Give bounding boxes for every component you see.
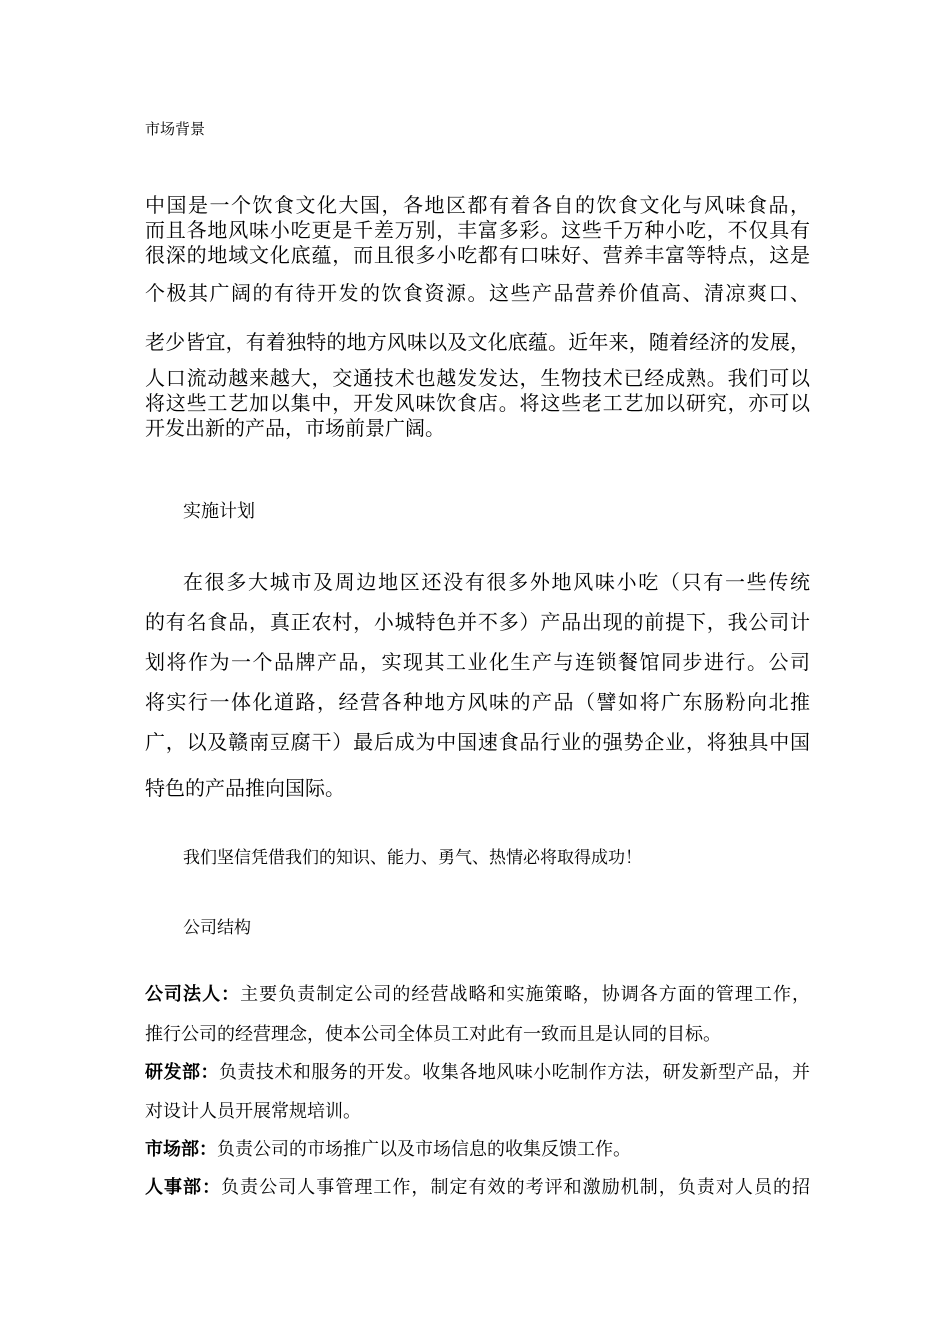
heading-company-structure: 公司结构	[183, 918, 251, 938]
role-description: 负责公司的市场推广以及市场信息的收集反馈工作。	[217, 1139, 631, 1160]
role-label: 研发部：	[145, 1062, 219, 1083]
role-label: 公司法人：	[145, 984, 241, 1005]
role-label: 人事部：	[145, 1177, 222, 1198]
role-description: 主要负责制定公司的经营战略和实施策略，协调各方面的管理工作，	[240, 984, 811, 1005]
paragraph-line: 个极其广阔的有待开发的饮食资源。这些产品营养价值高、清凉爽口、	[145, 281, 810, 305]
paragraph-line	[145, 1061, 810, 1085]
paragraph-line: 开发出新的产品，市场前景广阔。	[145, 416, 445, 440]
paragraph-line: 划将作为一个品牌产品，实现其工业化生产与连锁餐馆同步进行。公司	[145, 650, 810, 674]
paragraph-line: 中国是一个饮食文化大国，各地区都有着各自的饮食文化与风味食品，	[145, 193, 810, 217]
paragraph-line: 特色的产品推向国际。	[145, 776, 345, 800]
paragraph-line: 对设计人员开展常规培训。	[145, 1101, 361, 1122]
paragraph-line: 的有名食品，真正农村，小城特色并不多）产品出现的前提下，我公司计	[145, 610, 810, 634]
heading-implementation-plan: 实施计划	[183, 501, 255, 522]
paragraph-line: 将这些工艺加以集中，开发风味饮食店。将这些老工艺加以研究，亦可以	[145, 391, 810, 415]
heading-market-background: 市场背景	[145, 120, 206, 138]
paragraph-line: 广，以及赣南豆腐干）最后成为中国速食品行业的强势企业，将独具中国	[145, 730, 810, 754]
role-description: 负责技术和服务的开发。收集各地风味小吃制作方法，研发新型产品，并	[218, 1062, 811, 1083]
paragraph-line: 将实行一体化道路，经营各种地方风味的产品（譬如将广东肠粉向北推	[145, 690, 810, 714]
paragraph-line: 推行公司的经营理念，使本公司全体员工对此有一致而且是认同的目标。	[145, 1024, 721, 1045]
role-description: 负责公司人事管理工作，制定有效的考评和激励机制，负责对人员的招	[221, 1177, 811, 1198]
paragraph-line	[145, 1138, 810, 1162]
paragraph-line	[145, 983, 810, 1007]
paragraph-line	[145, 1176, 810, 1200]
paragraph-line: 而且各地风味小吃更是千差万别，丰富多彩。这些千万种小吃，不仅具有	[145, 218, 810, 242]
motto: 我们坚信凭借我们的知识、能力、勇气、热情必将取得成功！	[183, 848, 642, 868]
paragraph-line: 人口流动越来越大，交通技术也越发发达，生物技术已经成熟。我们可以	[145, 366, 810, 390]
paragraph-line: 很深的地域文化底蕴，而且很多小吃都有口味好、营养丰富等特点，这是	[145, 243, 810, 267]
paragraph-line: 在很多大城市及周边地区还没有很多外地风味小吃（只有一些传统	[183, 570, 810, 594]
paragraph-line: 老少皆宜，有着独特的地方风味以及文化底蕴。近年来，随着经济的发展，	[145, 330, 810, 354]
role-label: 市场部：	[145, 1139, 217, 1160]
